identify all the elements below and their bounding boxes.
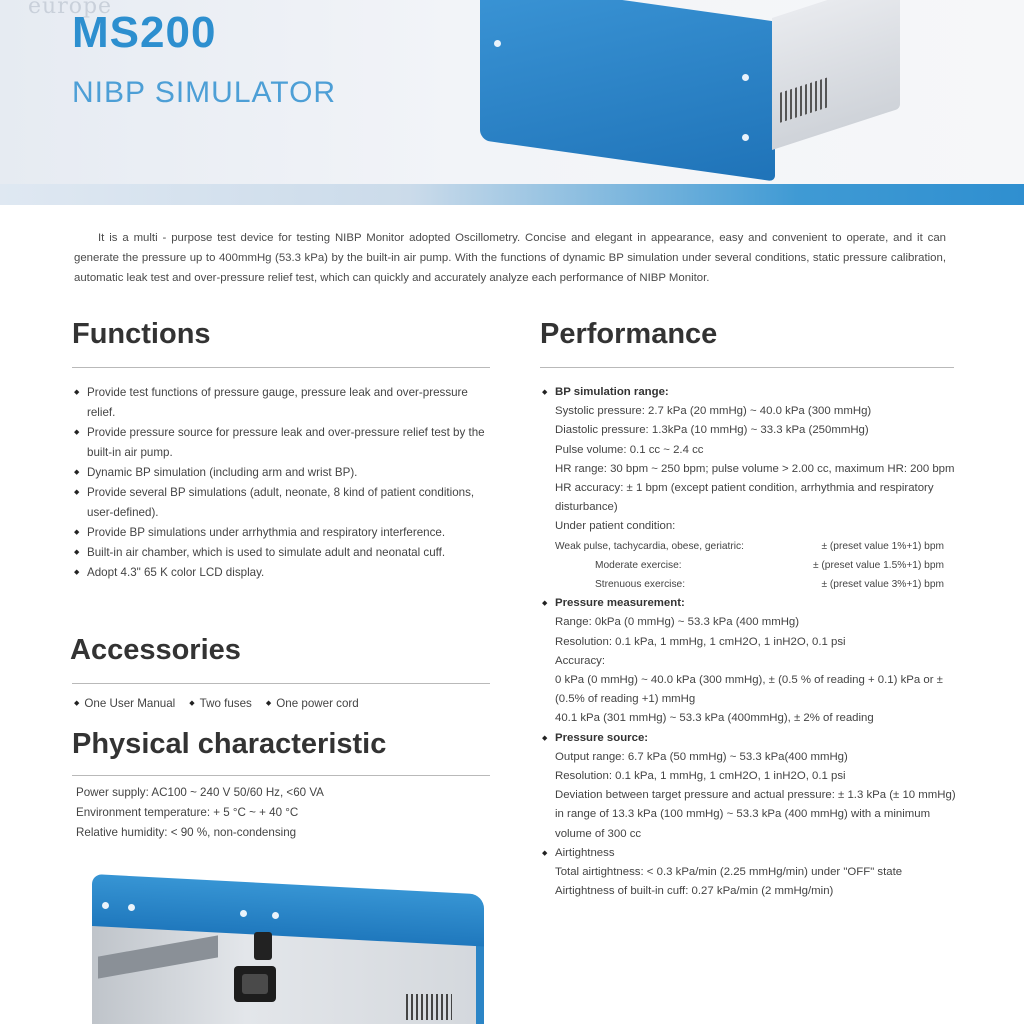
- list-item: ◆ One power cord: [266, 697, 359, 710]
- spec-line: Range: 0kPa (0 mmHg) ~ 53.3 kPa (400 mmHg): [555, 616, 800, 629]
- spec-line: Resolution: 0.1 kPa, 1 mmHg, 1 cmH2O, 1 inH2O, 0.1 psi: [555, 770, 846, 783]
- physical-rule: [72, 775, 490, 776]
- spec-line: Power supply: AC100 ~ 240 V 50/60 Hz, <60 VA: [76, 786, 324, 799]
- header-banner: [0, 0, 1024, 205]
- condition-value: ± (preset value 1%+1) bpm: [821, 540, 944, 552]
- physical-heading: Physical characteristic: [72, 728, 387, 760]
- spec-line: 40.1 kPa (301 mmHg) ~ 53.3 kPa (400mmHg), ± 2% of reading: [555, 712, 874, 725]
- spec-line: Airtightness of built-in cuff: 0.27 kPa/min (2 mmHg/min): [555, 885, 834, 898]
- screw-icon: [272, 912, 279, 919]
- group-title: ◆ Pressure measurement:: [555, 597, 685, 610]
- spec-line: HR range: 30 bpm ~ 250 bpm; pulse volume > 2.00 cc, maximum HR: 200 bpm: [555, 462, 955, 475]
- condition-row: [555, 556, 962, 575]
- model-name: MS200: [72, 8, 217, 57]
- spec-line: Total airtightness: < 0.3 kPa/min (2.25 mmHg/min) under "OFF" state: [555, 866, 903, 879]
- condition-label: Moderate exercise:: [595, 559, 682, 571]
- accessories-heading: Accessories: [70, 634, 241, 666]
- device-side-panel: [772, 0, 900, 150]
- condition-label: Weak pulse, tachycardia, obese, geriatric:: [555, 540, 744, 552]
- power-socket-icon: [234, 966, 276, 1002]
- pressure-measurement-group: [542, 594, 962, 728]
- spec-line: Diastolic pressure: 1.3kPa (10 mmHg) ~ 33.3 kPa (250mmHg): [555, 424, 869, 437]
- spec-line: Environment temperature: + 5 °C ~ + 40 °C: [76, 806, 299, 819]
- spec-line: Pulse volume: 0.1 cc ~ 2.4 cc: [555, 443, 704, 456]
- bp-simulation-group: [542, 383, 962, 594]
- screw-icon: [128, 904, 135, 911]
- functions-list: [74, 383, 494, 583]
- power-switch-icon: [254, 932, 272, 960]
- intro-paragraph: It is a multi - purpose test device for testing NIBP Monitor adopted Oscillometry. Concise and elegant in appearance, easy and convenient to operate, and it can generate the pressure up to 400mmHg (53.3 kPa) by the built-in air pump. With the functions of dynamic BP simulation under several conditions, static pressure calibration, automatic leak test and over-pressure relief test, which can quickly and accurately analyze each performance of NIBP Monitor.: [74, 232, 946, 284]
- spec-line: Output range: 6.7 kPa (50 mmHg) ~ 53.3 kPa(400 mmHg): [555, 750, 848, 763]
- functions-heading: Functions: [72, 318, 211, 350]
- functions-rule: [72, 367, 490, 368]
- screw-icon: [102, 902, 109, 909]
- list-item: ◆ One User Manual: [74, 697, 175, 710]
- group-title: ◆ BP simulation range:: [555, 386, 669, 398]
- device-photo-top: [480, 0, 900, 165]
- condition-label: Strenuous exercise:: [595, 579, 686, 591]
- spec-line: 0 kPa (0 mmHg) ~ 40.0 kPa (300 mmHg), ± (0.5 % of reading + 0.1) kPa or ± (0.5% of reading +1) mmHg: [555, 674, 943, 706]
- device-front-panel: [480, 0, 775, 181]
- condition-row: [555, 575, 962, 594]
- accessories-rule: [72, 683, 490, 684]
- performance-heading: Performance: [540, 318, 718, 350]
- spec-line: Under patient condition:: [555, 520, 676, 533]
- pressure-source-group: [542, 729, 962, 844]
- airtightness-group: [542, 844, 962, 902]
- list-item: ◆ Adopt 4.3" 65 K color LCD display.: [74, 563, 494, 583]
- spec-line: Systolic pressure: 2.7 kPa (20 mmHg) ~ 40.0 kPa (300 mmHg): [555, 405, 872, 418]
- banner-background-word: europe: [28, 0, 113, 19]
- spec-line: HR accuracy: ± 1 bpm (except patient condition, arrhythmia and respiratory disturbance): [555, 482, 934, 514]
- banner-stripe: [0, 184, 1024, 205]
- device-photo-bottom: [88, 870, 488, 1024]
- screw-icon: [742, 134, 749, 141]
- spec-line: Resolution: 0.1 kPa, 1 mmHg, 1 cmH2O, 1 inH2O, 0.1 psi: [555, 635, 846, 648]
- performance-specs: [542, 383, 962, 901]
- list-item: ◆ Provide several BP simulations (adult, neonate, 8 kind of patient conditions, user-defined).: [74, 483, 494, 523]
- product-subtitle: NIBP SIMULATOR: [72, 76, 337, 109]
- list-item: ◆ Provide test functions of pressure gauge, pressure leak and over-pressure relief.: [74, 383, 494, 423]
- screw-icon: [742, 74, 749, 81]
- group-title: ◆ Pressure source:: [555, 731, 649, 744]
- vent-grille-icon: [406, 994, 452, 1020]
- spec-line: Deviation between target pressure and actual pressure: ± 1.3 kPa (± 10 mmHg) in range of 13.3 kPa (100 mmHg) ~ 53.3 kPa (400 mmHg) with a minimum volume of 300 cc: [555, 789, 956, 840]
- spec-line: Relative humidity: < 90 %, non-condensing: [76, 826, 297, 839]
- accessories-list: [74, 697, 359, 710]
- condition-value: ± (preset value 1.5%+1) bpm: [812, 559, 944, 571]
- condition-row: [555, 537, 962, 556]
- performance-rule: [540, 367, 954, 368]
- screw-icon: [494, 40, 501, 47]
- screw-icon: [240, 910, 247, 917]
- list-item: ◆ Two fuses: [189, 697, 252, 710]
- list-item: ◆ Built-in air chamber, which is used to simulate adult and neonatal cuff.: [74, 543, 494, 563]
- group-title: ◆ Airtightness: [555, 846, 615, 859]
- condition-value: ± (preset value 3%+1) bpm: [821, 579, 944, 591]
- list-item: ◆ Provide BP simulations under arrhythmia and respiratory interference.: [74, 523, 494, 543]
- physical-specs: [76, 783, 496, 843]
- list-item: ◆ Provide pressure source for pressure leak and over-pressure relief test by the built-in air pump.: [74, 423, 494, 463]
- spec-line: Accuracy:: [555, 654, 606, 667]
- list-item: ◆ Dynamic BP simulation (including arm and wrist BP).: [74, 463, 494, 483]
